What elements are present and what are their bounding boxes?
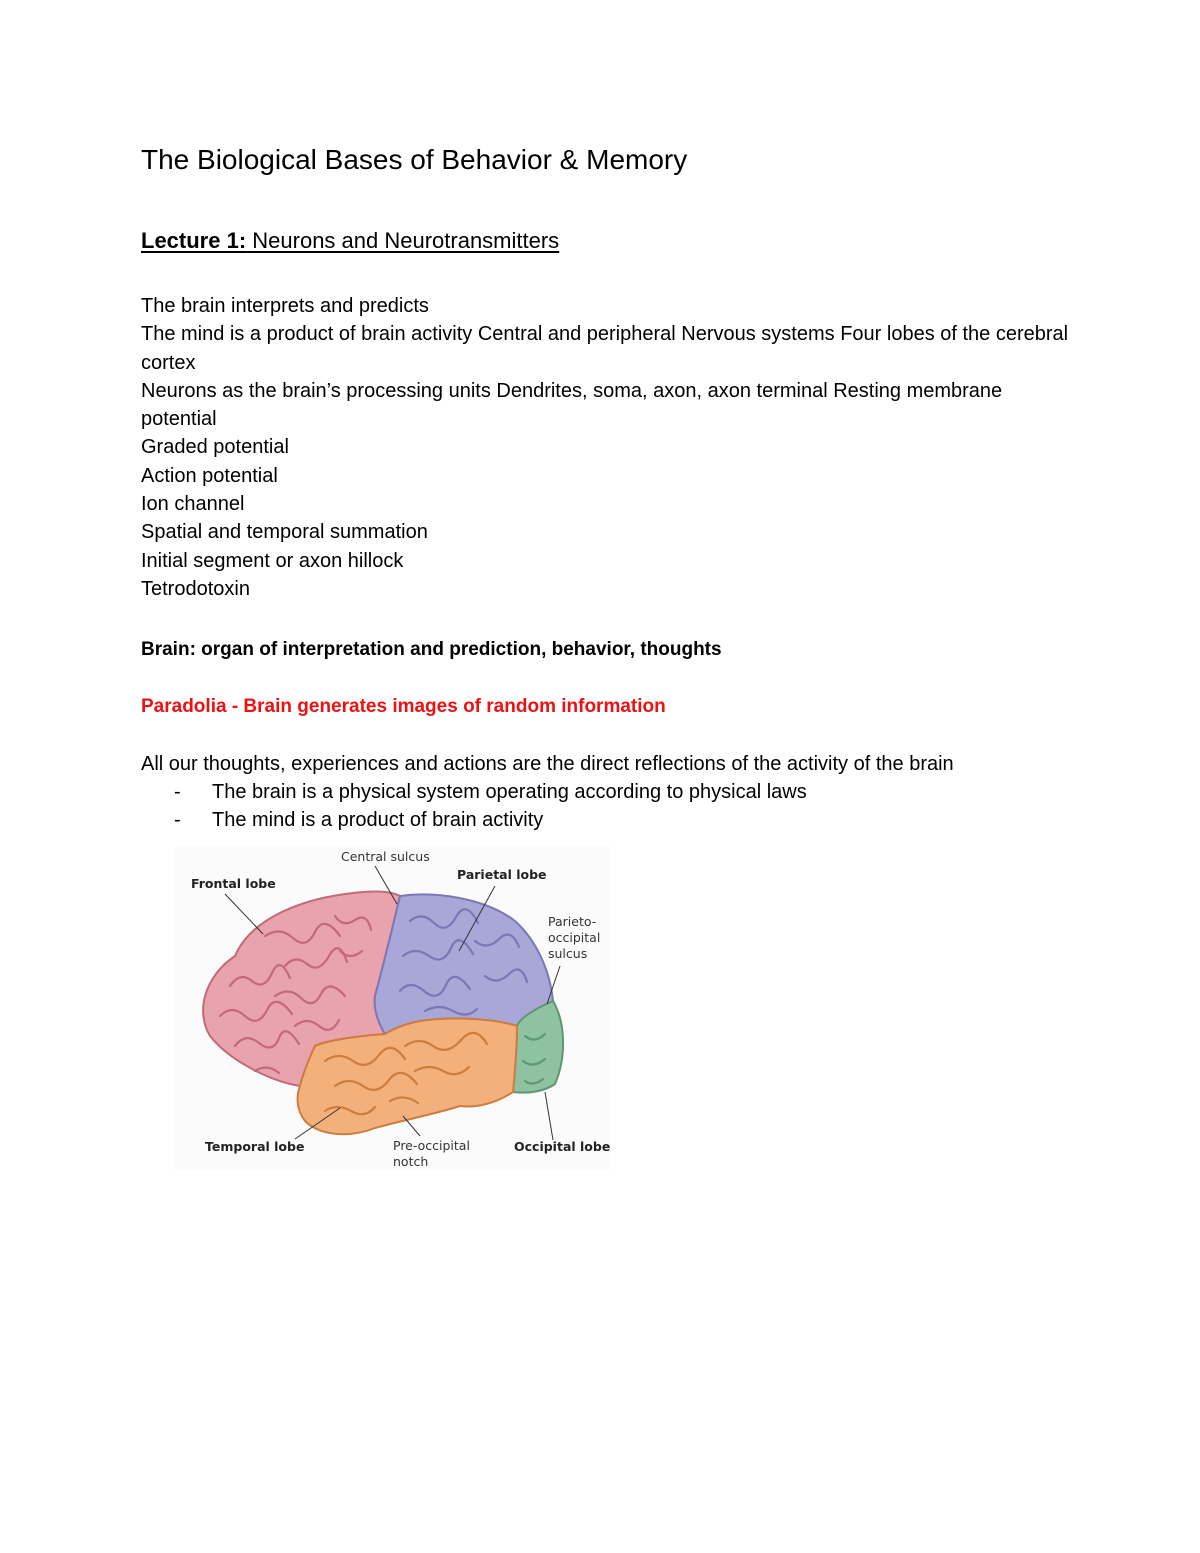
parieto-occipital-label-line3: sulcus (548, 946, 588, 961)
lecture-topic: Neurons and Neurotransmitters (246, 228, 560, 253)
parieto-occipital-label-line2: occipital (548, 930, 601, 945)
occipital-lobe-label: Occipital lobe (514, 1139, 610, 1154)
bullet-dash: - (174, 809, 181, 832)
bullet-list (141, 778, 807, 835)
parieto-occipital-label-line1: Parieto- (548, 914, 597, 929)
topic-item: Action potential (141, 464, 278, 487)
topic-item: Graded potential (141, 436, 289, 459)
bullet-text: The brain is a physical system operating according to physical laws (212, 781, 807, 803)
topic-item: Initial segment or axon hillock (141, 549, 404, 572)
topic-item: Spatial and temporal summation (141, 521, 428, 544)
topic-list (141, 292, 1071, 603)
central-sulcus-label: Central sulcus (341, 849, 430, 864)
parietal-lobe-label: Parietal lobe (457, 867, 547, 882)
topic-item: The mind is a product of brain activity Central and peripheral Nervous systems Four lobes of the cerebral cortex (141, 323, 1069, 374)
brain-lobes-figure (175, 846, 610, 1171)
topic-item: Neurons as the brain’s processing units Dendrites, soma, axon, axon terminal Resting membrane potential (141, 379, 1003, 431)
topic-item: Ion channel (141, 493, 245, 516)
frontal-lobe-label: Frontal lobe (191, 876, 276, 891)
paradolia-note: Paradolia - Brain generates images of random information (141, 696, 666, 717)
lecture-number: Lecture 1: (141, 228, 247, 253)
topic-item: Tetrodotoxin (141, 577, 250, 600)
pre-occipital-label-line2: notch (393, 1154, 429, 1169)
thoughts-statement: All our thoughts, experiences and actions are the direct reflections of the activity of the brain (141, 753, 954, 775)
lecture-heading (141, 225, 559, 257)
pre-occipital-label-line1: Pre-occipital (393, 1138, 470, 1153)
bullet-item (141, 806, 807, 834)
topic-item: The brain interprets and predicts (141, 295, 429, 317)
bullet-dash: - (174, 781, 181, 803)
document-title: The Biological Bases of Behavior & Memory (141, 144, 688, 175)
temporal-lobe-label: Temporal lobe (205, 1139, 305, 1154)
bullet-item (141, 778, 807, 806)
brain-diagram (175, 846, 610, 1171)
bullet-text: The mind is a product of brain activity (212, 809, 544, 832)
brain-definition-heading: Brain: organ of interpretation and prediction, behavior, thoughts (141, 639, 722, 660)
